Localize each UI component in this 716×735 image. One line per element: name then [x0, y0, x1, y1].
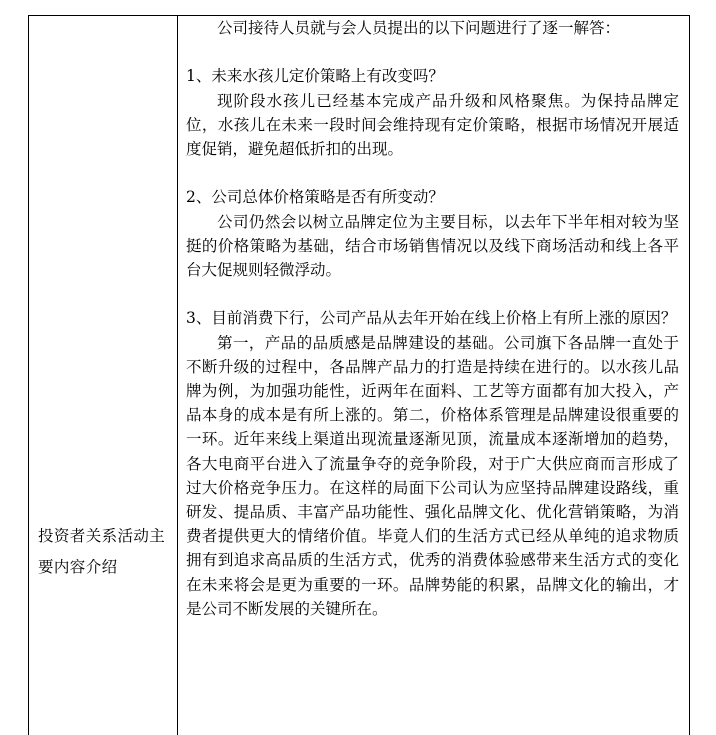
row-label-cell	[29, 16, 178, 735]
spacer	[186, 161, 679, 185]
answer-1: 现阶段水孩儿已经基本完成产品升级和风格聚焦。为保持品牌定位，水孩儿在未来一段时间会维持现有定价策略，根据市场情况开展适度促销，避免超低折扣的出现。	[186, 91, 679, 158]
intro-text: 公司接待人员就与会人员提出的以下问题进行了逐一解答：	[217, 19, 621, 37]
row-label: 投资者关系活动主要内容介绍	[38, 527, 166, 576]
question-2: 2、公司总体价格策略是否有所变动？	[186, 188, 444, 207]
spacer	[186, 40, 679, 64]
spacer	[186, 282, 679, 306]
question-3: 3、目前消费下行，公司产品从去年开始在线上价格上有所上涨的原因？	[186, 309, 677, 328]
row-content-cell	[178, 16, 689, 735]
info-table	[28, 15, 690, 735]
answer-2: 公司仍然会以树立品牌定位为主要目标，以去年下半年相对较为坚挺的价格策略为基础，结合市场销售情况以及线下商场活动和线上各平台大促规则轻微浮动。	[186, 212, 679, 279]
answer-3: 第一，产品的品质感是品牌建设的基础。公司旗下各品牌一直处于不断升级的过程中，各品牌产品力的打造是持续在进行的。以水孩儿品牌为例，为加强功能性，近两年在面料、工艺等方面都有加大投入，产品本身的成本是有所上涨的。第二，价格体系管理是品牌建设很重要的一环。近年来线上渠道出现流量逐渐见顶，流量成本逐渐增加的趋势，各大电商平台进入了流量争夺的竞争阶段，对于广大供应商而言形成了过大价格竞争压力。在这样的局面下公司认为应坚持品牌建设路线，重研发、提品质、丰富产品功能性、强化品牌文化、优化营销策略，为消费者提供更大的情绪价值。毕竟人们的生活方式已经从单纯的追求物质拥有到追求高品质的生活方式，优秀的消费体验感带来生活方式的变化在未来将会是更为重要的一环。品牌势能的积累，品牌文化的输出，才是公司不断发展的关键所在。	[186, 333, 679, 618]
question-1: 1、未来水孩儿定价策略上有改变吗？	[186, 67, 444, 86]
